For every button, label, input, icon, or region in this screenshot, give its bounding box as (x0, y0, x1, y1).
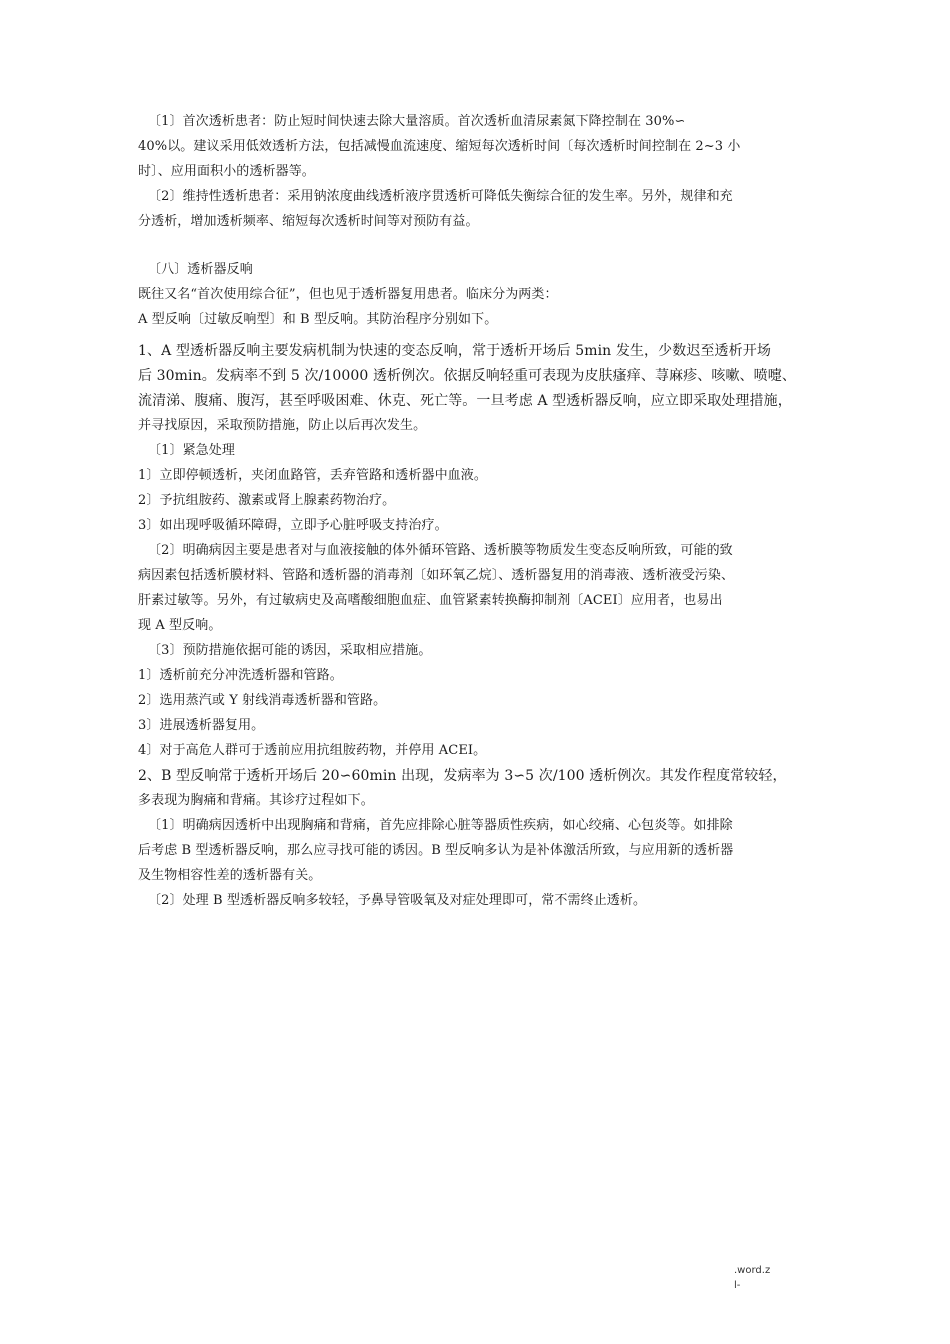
list-item: 1〕透析前充分冲洗透析器和管路。 (138, 668, 343, 683)
paragraph-line: 流清涕、腹痛、腹泻，甚至呼吸困难、休克、死亡等。一旦考虑 A 型透析器反响，应立即采取处理措施， (138, 393, 792, 409)
paragraph-line: 肝素过敏等。另外，有过敏病史及高嗜酸细胞血症、血管紧素转换酶抑制剂〔ACEI〕应用者，也易出 (138, 593, 723, 608)
list-item: 3〕如出现呼吸循环障碍，立即予心脏呼吸支持治疗。 (138, 518, 448, 533)
paragraph-line: 〔2〕处理 B 型透析器反响多较轻，予鼻导管吸氧及对症处理即可，常不需终止透析。 (148, 893, 647, 908)
paragraph-line: 40%以。建议采用低效透析方法，包括减慢血流速度、缩短每次透析时间〔每次透析时间控制在 2~3 小 (138, 139, 741, 154)
paragraph-line: 并寻找原因，采取预防措施，防止以后再次发生。 (138, 418, 427, 433)
list-item: 1〕立即停顿透析，夹闭血路管，丢弃管路和透析器中血液。 (138, 468, 487, 483)
list-item: 4〕对于高危人群可于透前应用抗组胺药物，并停用 ACEI。 (138, 743, 487, 758)
subsection-heading: 〔3〕预防措施依据可能的诱因，采取相应措施。 (148, 643, 432, 658)
paragraph-line: A 型反响〔过敏反响型〕和 B 型反响。其防治程序分别如下。 (138, 312, 498, 327)
footer-text: .word.z (734, 1265, 771, 1276)
list-item: 3〕进展透析器复用。 (138, 718, 265, 733)
subsection-heading: 〔1〕紧急处理 (148, 443, 235, 458)
paragraph-line: 分透析，增加透析频率、缩短每次透析时间等对预防有益。 (138, 214, 479, 229)
list-item: 2〕选用蒸汽或 Y 射线消毒透析器和管路。 (138, 693, 387, 708)
section-heading: 〔八〕透析器反响 (148, 262, 253, 277)
paragraph-line: 〔1〕首次透析患者：防止短时间快速去除大量溶质。首次透析血清尿素氮下降控制在 30%∽ (148, 114, 686, 129)
paragraph-line: 既往又名“首次使用综合征”，但也见于透析器复用患者。临床分为两类： (138, 287, 558, 302)
paragraph-line: 2、B 型反响常于透析开场后 20∽60min 出现，发病率为 3∽5 次/100 透析例次。其发作程度常较轻， (138, 768, 787, 784)
paragraph-line: 〔2〕维持性透析患者：采用钠浓度曲线透析液序贯透析可降低失衡综合征的发生率。另外，规律和充 (148, 189, 733, 204)
paragraph-line: 1、A 型透析器反响主要发病机制为快速的变态反响，常于透析开场后 5min 发生，少数迟至透析开场 (138, 343, 771, 359)
paragraph-line: 后 30min。发病率不到 5 次/10000 透析例次。依据反响轻重可表现为皮肤瘙痒、荨麻疹、咳嗽、喷嚏、 (138, 368, 796, 384)
footer-text: l- (734, 1280, 741, 1291)
paragraph-line: 及生物相容性差的透析器有关。 (138, 868, 322, 883)
paragraph-line: 后考虑 B 型透析器反响，那么应寻找可能的诱因。B 型反响多认为是补体激活所致，与应用新的透析器 (138, 843, 734, 858)
paragraph-line: 〔1〕明确病因透析中出现胸痛和背痛，首先应排除心脏等器质性疾病，如心绞痛、心包炎等。如排除 (148, 818, 733, 833)
paragraph-line: 现 A 型反响。 (138, 618, 222, 633)
paragraph-line: 多表现为胸痛和背痛。其诊疗过程如下。 (138, 793, 374, 808)
paragraph-line: 时〕、应用面积小的透析器等。 (138, 164, 315, 179)
paragraph-line: 〔2〕明确病因主要是患者对与血液接触的体外循环管路、透析膜等物质发生变态反响所致，可能的致 (148, 543, 733, 558)
list-item: 2〕予抗组胺药、激素或肾上腺素药物治疗。 (138, 493, 396, 508)
paragraph-line: 病因素包括透析膜材料、管路和透析器的消毒剂〔如环氧乙烷〕、透析器复用的消毒液、透析液受污染、 (138, 568, 735, 583)
